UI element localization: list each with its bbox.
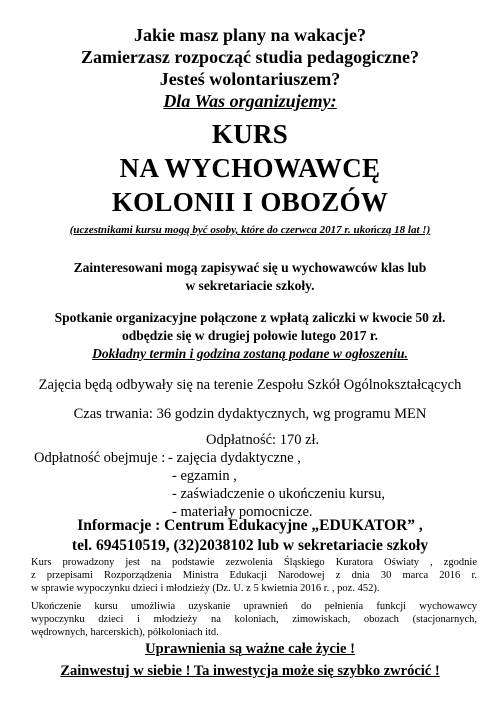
course-title-kurs: KURS <box>211 119 289 149</box>
meeting-line1: Spotkanie organizacyjne połączone z wpłatą zaliczki w kwocie 50 zł. <box>54 310 446 325</box>
course-title-line2: NA WYCHOWAWCĘ <box>119 153 381 183</box>
duration-text: Czas trwania: 36 godzin dydaktycznych, wg programu MEN <box>73 406 427 422</box>
registration-line2: w sekretariacie szkoły. <box>185 278 315 293</box>
contact-info-line1: Informacje : Centrum Edukacyjne „EDUKATOR” , <box>77 517 423 534</box>
eligibility-note: (uczestnikami kursu mogą być osoby, które do czerwca 2017 r. ukończą 18 lat !) <box>69 224 431 236</box>
legal-line: wędrownych, harcerskich), półkoloniach itd. <box>31 627 219 638</box>
fee-item: - materiały pomocnicze. <box>172 504 313 520</box>
fee-item: - zaświadczenie o ukończeniu kursu, <box>172 486 385 502</box>
legal-paragraph-1 <box>31 556 477 595</box>
legal-line: Kurs prowadzony jest na podstawie zezwolenia Śląskiego Kuratora Oświaty , zgodnie <box>31 557 477 568</box>
fee-item: - zajęcia dydaktyczne , <box>168 450 301 466</box>
legal-line: Ukończenie kursu umożliwia uzyskanie uprawnień do pełnienia funkcji wychowawcy <box>31 601 477 612</box>
legal-paragraph-2 <box>31 600 477 639</box>
fee-amount: Odpłatność: 170 zł. <box>206 432 320 448</box>
header-organize: Dla Was organizujemy: <box>163 91 337 111</box>
footer-invest: Zainwestuj w siebie ! Ta inwestycja może się szybko zwrócić ! <box>60 663 440 679</box>
legal-line: w sprawie wypoczynku dzieci i młodzieży (Dz. U. z 5 kwietnia 2016 r. , poz. 452). <box>31 583 380 594</box>
meeting-line2: odbędzie się w drugiej połowie lutego 2017 r. <box>122 328 378 343</box>
legal-line: wypoczynku dzieci i młodzieży na koloniach, zimowiskach, obozach (stacjonarnych, <box>31 614 477 625</box>
legal-line: z przepisami Rozporządzenia Ministra Edukacji Narodowej z dnia 30 marca 2016 r. <box>31 570 477 581</box>
footer-validity: Uprawnienia są ważne całe życie ! <box>145 641 355 657</box>
header-question-volunteer: Jesteś wolontariuszem? <box>159 69 341 89</box>
header-question-holidays: Jakie masz plany na wakacje? <box>133 25 366 45</box>
contact-phone-line: tel. 694510519, (32)2038102 lub w sekretariacie szkoły <box>71 537 429 554</box>
registration-line1: Zainteresowani mogą zapisywać się u wychowawców klas lub <box>73 260 427 275</box>
fee-item: - egzamin , <box>172 468 237 484</box>
fee-includes-label: Odpłatność obejmuje : <box>34 450 166 466</box>
header-question-studies: Zamierzasz rozpocząć studia pedagogiczne? <box>80 47 420 67</box>
course-title-line3: KOLONII I OBOZÓW <box>111 187 389 217</box>
location-text: Zajęcia będą odbywały się na terenie Zespołu Szkół Ogólnokształcących <box>38 377 462 393</box>
meeting-line3: Dokładny termin i godzina zostaną podane w ogłoszeniu. <box>92 346 408 361</box>
